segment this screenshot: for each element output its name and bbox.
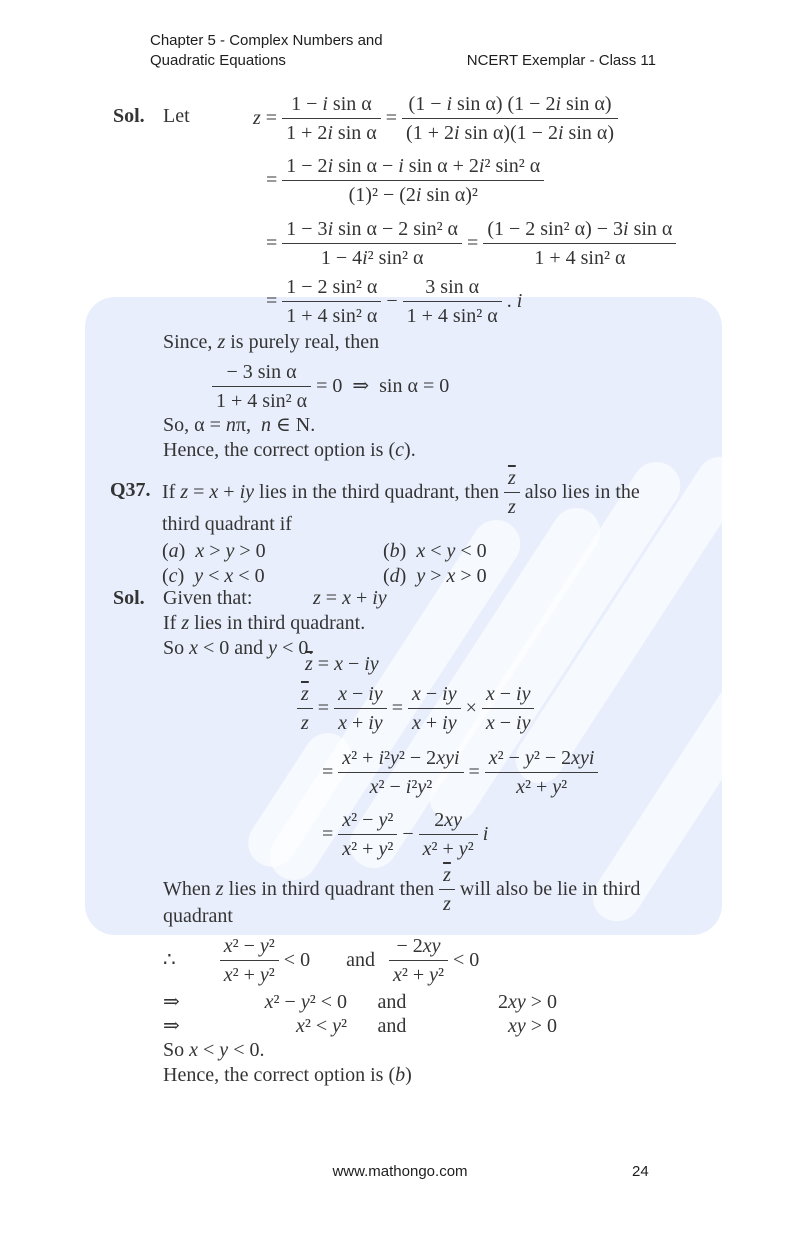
sol1-equation-3: = $\frac{\text{1 − 3i sin α − 2 sin² α}}{\text{1 − 4i² sin² α}}$ = $\frac{\text{(1 − 2 sin² α) − 3i sin α}}{\text{1 + 4 sin² α}}$ bbox=[266, 212, 676, 274]
header-book-title: NCERT Exemplar - Class 11 bbox=[466, 52, 656, 69]
implication1-left: x² − y² < 0 bbox=[264, 991, 347, 1013]
q37-option-b: (b) x < y < 0 bbox=[383, 540, 487, 562]
sol1-equation-1: z = $\frac{\text{1 − i sin α}}{\text{1 + 2i sin α}}$ = $\frac{\text{(1 − i sin α) (1 − 2i sin α)}}{\text{(1 + 2i sin α)(1 − 2i sin α)}}$ bbox=[253, 88, 618, 148]
sol2-equation-2: = $\frac{\text{x² + i²y² − 2xyi}}{\text{x² − i²y²}}$ = $\frac{\text{x² − y² − 2xyi}}{\text{x² + y²}}$ bbox=[322, 740, 598, 804]
sol-label-text: Sol. bbox=[113, 105, 145, 127]
sol2-given-equation: z = x + iy bbox=[313, 587, 387, 609]
sol2-implication-row1 bbox=[163, 990, 557, 1015]
q37-question-line2: third quadrant if bbox=[162, 513, 292, 535]
sol2-answer-text: Hence, the correct option is (b) bbox=[163, 1064, 412, 1086]
sol2-label bbox=[113, 586, 145, 611]
sol2-line1: If z lies in third quadrant. bbox=[163, 612, 366, 634]
sol2-conjugate-equation: $\overline{z} = x$ − iy bbox=[305, 653, 379, 675]
sol2-when-line1: When z lies in third quadrant then $\frac{\overline{z}}{z}$ will also be lie in third bbox=[163, 863, 641, 915]
sol1-answer-text: Hence, the correct option is (c). bbox=[163, 439, 416, 461]
sol1-label bbox=[113, 104, 145, 129]
footer-website-url: www.mathongo.com bbox=[332, 1163, 468, 1180]
sol2-implication-row2 bbox=[163, 1014, 557, 1039]
implication2-and: and bbox=[377, 1015, 407, 1037]
sol2-equation-1: $\frac{\overline{z}}{z}$ = $\frac{x - iy}{x + iy}$ = $\frac{x - iy}{x + iy}$ × $\frac{x - iy}{x - iy}$ bbox=[297, 676, 534, 740]
header-chapter-line2: Quadratic Equations bbox=[150, 52, 286, 69]
sol2-given-text: Given that: bbox=[163, 587, 253, 609]
sol2-line2: So x < 0 and y < 0. bbox=[163, 637, 314, 659]
sol1-intro-text: Let bbox=[163, 105, 190, 127]
implication2-right: xy > 0 bbox=[507, 1015, 557, 1037]
sol1-since-text: Since, z is purely real, then bbox=[163, 331, 380, 353]
sol1-equation-4: = $\frac{\text{1 − 2 sin² α}}{\text{1 + 4 sin² α}}$ − $\frac{\text{3 sin α}}{\text{1 + 4 sin² α}}$ . i bbox=[266, 275, 523, 327]
footer-page-number: 24 bbox=[632, 1163, 649, 1180]
implies-icon: ⇒ bbox=[163, 991, 180, 1013]
sol2-therefore-row: ∴ $\frac{\text{x² − y²}}{\text{x² + y²}}$ < 0 and $\frac{- 2xy}{\text{x² + y²}}$ < 0 bbox=[163, 934, 480, 986]
sol1-intro bbox=[163, 104, 190, 129]
q37-label-text: Q37. bbox=[110, 479, 151, 501]
q37-option-d: (d) y > x > 0 bbox=[383, 565, 487, 587]
q37-option-c: (c) y < x < 0 bbox=[162, 565, 265, 587]
q37-label bbox=[110, 478, 151, 503]
implies-icon: ⇒ bbox=[163, 1015, 180, 1037]
sol2-when-line2: quadrant bbox=[163, 905, 233, 927]
sol1-equation-2: = $\frac{\text{1 − 2i sin α − i sin α + 2i² sin² α}}{\text{(1)² − (2i sin α)²}}$ bbox=[266, 149, 544, 211]
sol2-so-text: So x < y < 0. bbox=[163, 1039, 265, 1061]
sol-label-text: Sol. bbox=[113, 587, 145, 609]
q37-option-a: (a) x > y > 0 bbox=[162, 540, 266, 562]
implication2-left: x² < y² bbox=[295, 1015, 347, 1037]
implication1-and: and bbox=[377, 991, 407, 1013]
sol1-so-text: So, α = nπ, n ∈ N. bbox=[163, 414, 316, 436]
q37-question-line1: If z = x + iy lies in the third quadrant, then $\frac{\overline{z}}{z}$ also lies in the bbox=[162, 466, 640, 518]
sol2-equation-3: = $\frac{\text{x² − y²}}{\text{x² + y²}}$ − $\frac{2xy}{\text{x² + y²}}$ i bbox=[322, 808, 489, 860]
sol1-equation-5: $\frac{\text{− 3 sin α}}{\text{1 + 4 sin² α}}$ = 0 ⇒ sin α = 0 bbox=[212, 355, 449, 417]
header-chapter-line1: Chapter 5 - Complex Numbers and bbox=[150, 32, 383, 49]
implication1-right: 2xy > 0 bbox=[497, 991, 557, 1013]
